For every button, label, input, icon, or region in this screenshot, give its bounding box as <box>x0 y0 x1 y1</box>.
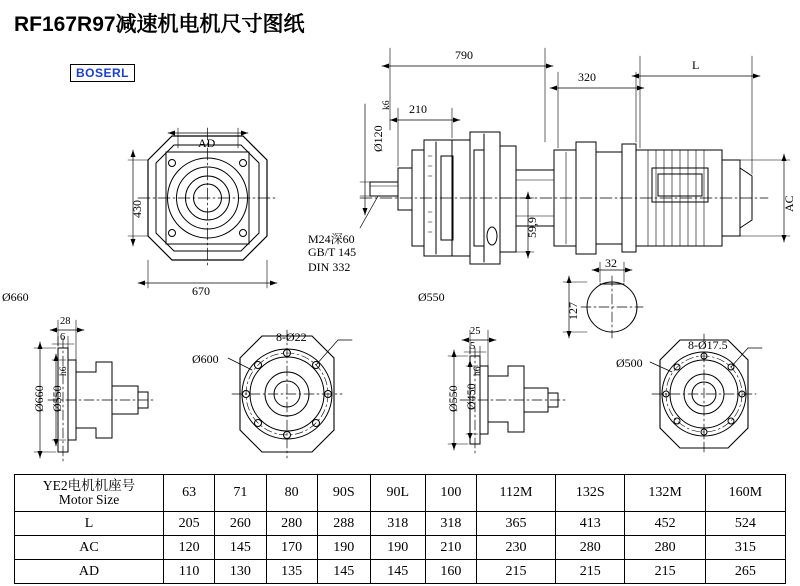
table-cell: 205 <box>164 512 215 536</box>
dim-diameter-450h6: Ø450 <box>464 383 478 410</box>
table-cell: 145 <box>370 560 425 584</box>
table-cell: 280 <box>266 512 317 536</box>
row-label-L: L <box>15 512 164 536</box>
table-cell: 524 <box>705 512 785 536</box>
table-cell: 190 <box>317 536 370 560</box>
dim-diameter-500: Ø500 <box>616 356 643 370</box>
dim-AD: AD <box>198 136 216 150</box>
note-din332: DIN 332 <box>308 260 351 274</box>
table-column-header: 90S <box>317 475 370 512</box>
table-column-header: 63 <box>164 475 215 512</box>
note-m24: M24深60 <box>308 232 355 246</box>
dim-450h6-tolerance: h6 <box>473 366 483 376</box>
table-cell: 230 <box>476 536 555 560</box>
table-cell: 280 <box>625 536 705 560</box>
dim-L: L <box>692 58 700 72</box>
table-cell: 280 <box>556 536 625 560</box>
dim-320: 320 <box>578 70 596 84</box>
table-cell: 215 <box>625 560 705 584</box>
dim-120k6-tolerance: k6 <box>382 100 392 110</box>
dim-790: 790 <box>455 48 473 62</box>
table-cell: 160 <box>425 560 476 584</box>
dim-diameter-660-top: Ø660 <box>2 290 29 304</box>
table-header-label <box>15 475 164 512</box>
dim-25: 25 <box>470 326 481 337</box>
dim-6: 6 <box>60 332 66 343</box>
dim-diameter-550: Ø550 <box>446 385 460 412</box>
dim-550h6-tolerance: h6 <box>59 366 69 376</box>
table-cell: 265 <box>705 560 785 584</box>
row-label-AC: AC <box>15 536 164 560</box>
table-cell: 145 <box>215 536 266 560</box>
table-header-en: Motor Size <box>58 492 120 507</box>
table-cell: 170 <box>266 536 317 560</box>
table-column-header: 132M <box>625 475 705 512</box>
table-cell: 190 <box>370 536 425 560</box>
dim-5: 5 <box>470 341 476 352</box>
dim-430: 430 <box>130 200 144 218</box>
dim-diameter-120k6: Ø120 <box>371 125 385 152</box>
table-header-row <box>15 475 786 512</box>
table-cell: 413 <box>556 512 625 536</box>
table-cell: 288 <box>317 512 370 536</box>
note-gbt145: GB/T 145 <box>308 245 357 259</box>
table-column-header: 80 <box>266 475 317 512</box>
table-cell: 215 <box>556 560 625 584</box>
dim-32: 32 <box>605 256 617 270</box>
table-cell: 110 <box>164 560 215 584</box>
table-cell: 120 <box>164 536 215 560</box>
table-column-header: 100 <box>425 475 476 512</box>
dim-diameter-550h6: Ø550 <box>50 385 64 412</box>
table-cell: 260 <box>215 512 266 536</box>
dim-210: 210 <box>409 102 427 116</box>
table-cell: 365 <box>476 512 555 536</box>
table-header-cn: YE2电机机座号 <box>42 477 136 493</box>
table-column-header: 112M <box>476 475 555 512</box>
table-column-header: 160M <box>705 475 785 512</box>
dim-diameter-600: Ø600 <box>192 352 219 366</box>
dim-diameter-550-mid: Ø550 <box>418 290 445 304</box>
dim-8-holes-22: 8-Ø22 <box>276 330 307 344</box>
dim-127: 127 <box>566 302 580 320</box>
table-cell: 130 <box>215 560 266 584</box>
table-cell: 318 <box>425 512 476 536</box>
dim-28: 28 <box>60 316 71 327</box>
row-label-AD: AD <box>15 560 164 584</box>
dim-59-9: 59,9 <box>525 217 539 238</box>
table-column-header: 90L <box>370 475 425 512</box>
page-title: RF167R97减速机电机尺寸图纸 <box>14 13 305 36</box>
dim-670: 670 <box>192 284 210 298</box>
table-cell: 318 <box>370 512 425 536</box>
brand-logo: BOSERL <box>70 64 135 82</box>
table-cell: 135 <box>266 560 317 584</box>
motor-size-table <box>14 474 786 584</box>
dim-AC: AC <box>782 195 796 212</box>
table-cell: 315 <box>705 536 785 560</box>
table-row <box>15 512 786 536</box>
table-column-header: 132S <box>556 475 625 512</box>
dim-8-holes-17-5: 8-Ø17.5 <box>688 338 728 352</box>
table-cell: 210 <box>425 536 476 560</box>
table-cell: 215 <box>476 560 555 584</box>
table-cell: 452 <box>625 512 705 536</box>
dim-diameter-660: Ø660 <box>32 385 46 412</box>
table-row <box>15 560 786 584</box>
table-column-header: 71 <box>215 475 266 512</box>
table-cell: 145 <box>317 560 370 584</box>
table-row <box>15 536 786 560</box>
